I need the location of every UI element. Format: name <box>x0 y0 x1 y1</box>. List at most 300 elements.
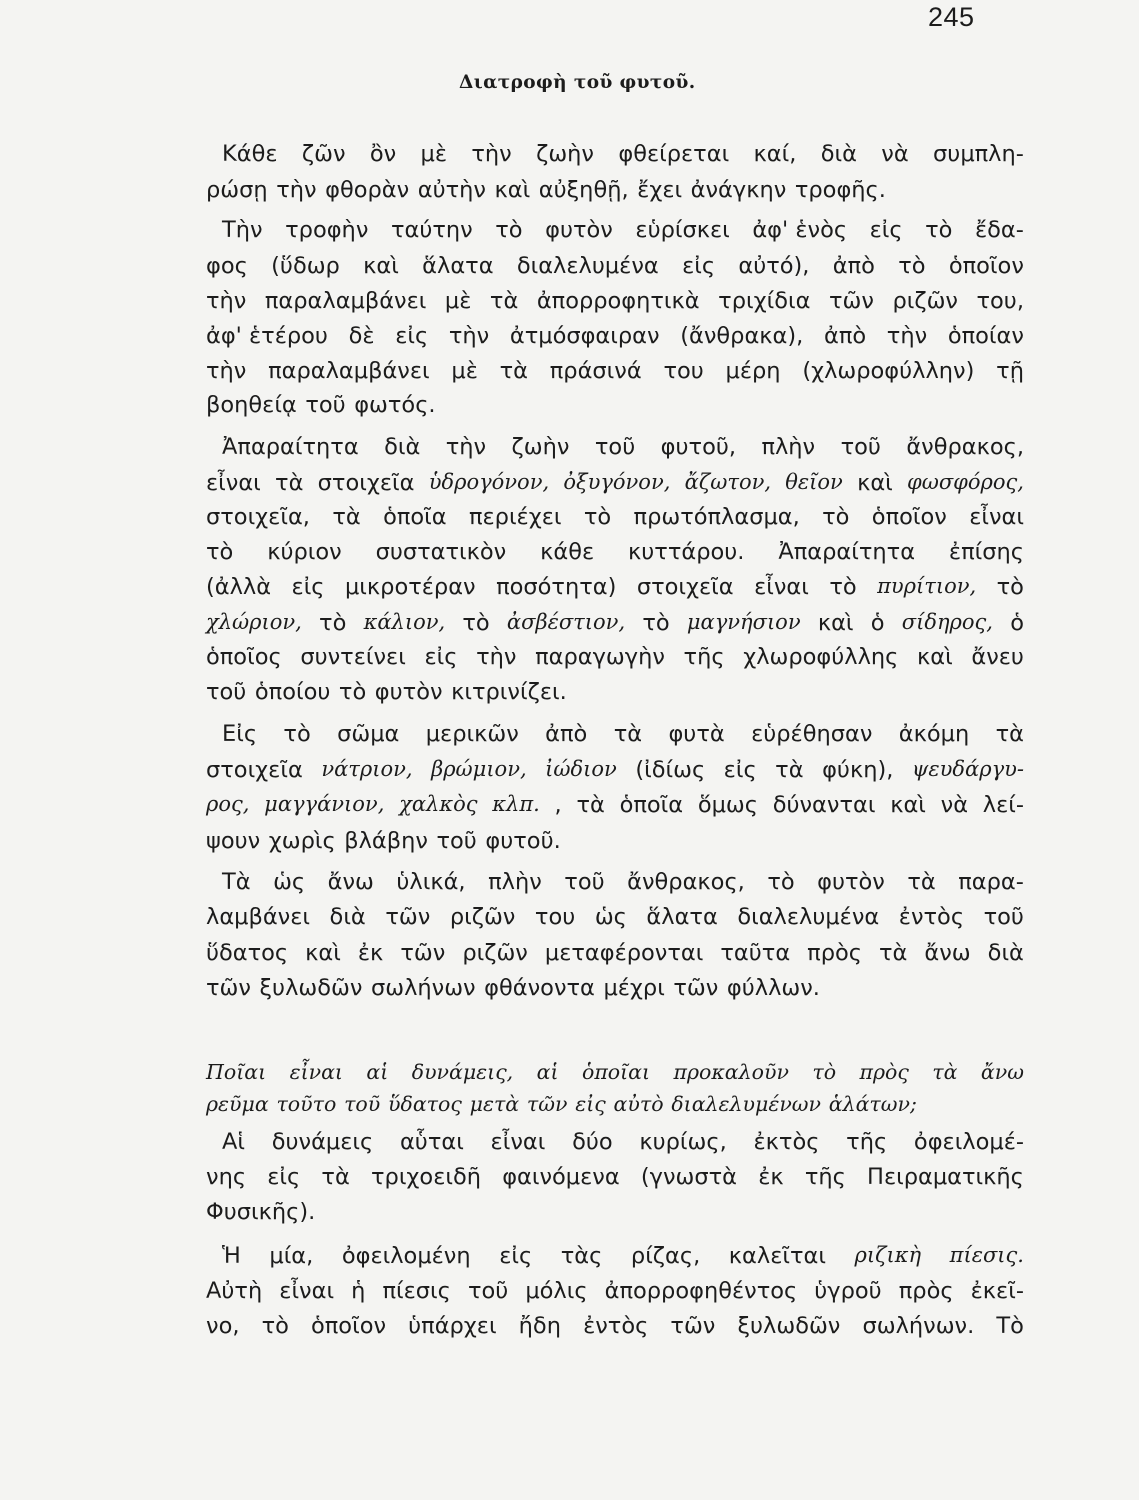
word: τὸ <box>462 610 490 636</box>
word: εἶναι <box>754 574 809 600</box>
word: προκαλοῦν <box>673 1060 789 1084</box>
word: Φυσικῆς). <box>206 1199 316 1225</box>
word: ρεῦμα <box>206 1092 269 1116</box>
word: πλὴν <box>761 434 816 460</box>
text-line <box>206 977 829 1000</box>
word: τῶν <box>673 975 719 1001</box>
italic-term: νάτριον, <box>321 757 413 781</box>
word: (χλωροφύλλην) <box>802 358 975 384</box>
word: πρὸς <box>859 1060 909 1084</box>
text-line <box>222 1245 1024 1268</box>
word: ὕδατος <box>388 1092 462 1116</box>
word: ἄνθρακος, <box>906 434 1024 460</box>
word: τὸ <box>283 721 311 747</box>
word: ζωὴν <box>536 141 595 167</box>
word: ποσότητα) <box>496 574 617 600</box>
word: ὑλικά, <box>396 869 466 895</box>
word: ἀπὸ <box>545 721 588 747</box>
word: σωλήνων <box>370 975 476 1001</box>
word: φθείρεται <box>618 141 730 167</box>
text-line <box>206 759 1024 782</box>
word: διὰ <box>384 434 421 460</box>
italic-term: πίεσις. <box>949 1243 1024 1267</box>
word: ξυλωδῶν <box>737 1313 841 1339</box>
word: ἄνω <box>327 869 374 895</box>
word: τὰ <box>489 288 519 314</box>
word: ὁποῖον <box>948 253 1024 279</box>
word: Τὴν <box>222 217 263 243</box>
word: ἐκεῖ- <box>970 1278 1024 1304</box>
word: ὁποῖον <box>871 504 947 530</box>
word: ὡς <box>594 904 627 930</box>
word: Κάθε <box>222 141 278 167</box>
word: τὸ <box>898 253 926 279</box>
word: Ἡ <box>222 1243 241 1269</box>
word: τῆς <box>683 644 725 670</box>
word: φος <box>206 253 248 279</box>
word: ἄνω <box>980 1060 1024 1084</box>
word: τοῦ <box>840 434 881 460</box>
text-line <box>206 646 1024 669</box>
word: τὰ <box>932 1060 958 1084</box>
word: τριχοειδῆ <box>370 1164 481 1190</box>
word: του, <box>976 288 1024 314</box>
word: λαμβάνει <box>206 904 310 930</box>
word: αἱ <box>366 1060 389 1084</box>
word: ταύτην <box>390 217 473 243</box>
word: ἅλατα <box>646 904 718 930</box>
word: τοῦ <box>467 1278 509 1304</box>
word: χλωροφύλλης <box>743 644 899 670</box>
word: καὶ <box>817 610 854 636</box>
word: μία, <box>269 1243 314 1269</box>
text-line <box>206 1280 1024 1303</box>
word: φυτοῦ. <box>485 828 561 854</box>
word: νης <box>206 1164 247 1190</box>
word: παραλαμβάνει <box>264 288 427 314</box>
word: λεί- <box>982 792 1024 818</box>
word: τοῦτο <box>276 1092 337 1116</box>
word: πρὸς <box>898 1278 954 1304</box>
word: τὸ <box>996 574 1024 600</box>
word: δυνάμεις, <box>411 1060 514 1084</box>
word: ἀφ' ἑνὸς <box>752 217 848 243</box>
word: μόλις <box>525 1278 588 1304</box>
text-line <box>222 1131 1024 1154</box>
word: Αἱ <box>222 1129 246 1155</box>
word: στοιχεῖα, <box>206 504 310 530</box>
word: μεταφέρονται <box>544 940 704 966</box>
word: τὸ <box>812 1060 837 1084</box>
italic-term: φωσφόρος, <box>907 470 1024 494</box>
word: ἁλάτων; <box>828 1092 917 1116</box>
word: σῶμα <box>337 721 400 747</box>
word: Τὸ <box>996 1313 1024 1339</box>
word: εἰς <box>267 1164 301 1190</box>
text-line <box>222 723 1024 746</box>
word: Ἀπαραίτητα <box>222 434 359 460</box>
text-line <box>222 436 1024 459</box>
word: παραλαμβάνει <box>268 358 430 384</box>
word: στοιχεῖα <box>636 574 734 600</box>
word: τὸ <box>319 610 347 636</box>
word: νὰ <box>881 141 909 167</box>
word: δυνάμεις <box>271 1129 374 1155</box>
word: του <box>534 904 576 930</box>
word: (γνωστὰ <box>640 1164 738 1190</box>
word: φθορὰν <box>325 177 410 203</box>
italic-term: ἰώδιον <box>545 757 617 781</box>
text-line <box>206 1094 925 1115</box>
word: πρωτόπλασμα, <box>633 504 800 530</box>
word: φυτὸν <box>545 217 613 243</box>
text-line <box>206 906 1024 929</box>
word: τοῦ <box>594 434 636 460</box>
word: φωτός. <box>354 392 436 418</box>
italic-term: κάλιον, <box>363 610 446 634</box>
word: καὶ <box>857 470 893 496</box>
word: τὰ <box>879 940 908 966</box>
word: εἶναι <box>969 504 1024 530</box>
italic-term: σίδηρος, <box>901 610 993 634</box>
word: στοιχεῖα <box>206 757 303 783</box>
italic-term: χλώριον, <box>206 610 302 634</box>
word: τὰ <box>576 792 605 818</box>
word: τὸ <box>925 217 953 243</box>
word: ὁ <box>1010 610 1024 636</box>
text-line <box>206 541 1024 564</box>
italic-term: βρώμιον, <box>431 757 527 781</box>
word: ἐντὸς <box>898 904 965 930</box>
word: τοῦ <box>564 869 605 895</box>
text-line <box>206 472 1024 495</box>
word: φύλλων. <box>726 975 820 1001</box>
word: Ποῖαι <box>206 1060 267 1084</box>
word: ὁποῖον <box>311 1313 387 1339</box>
word: ὁποῖα <box>383 504 447 530</box>
text-line <box>206 1201 324 1224</box>
word: φυτὸν <box>374 679 443 705</box>
word: ἡ <box>351 1278 366 1304</box>
word: ἄνευ <box>971 644 1024 670</box>
word: πλὴν <box>488 869 542 895</box>
word: εὑρέθησαν <box>751 721 873 747</box>
word: ἐπίσης <box>948 539 1024 565</box>
word: ἀφ' ἑτέρου <box>206 323 328 349</box>
word: πίεσις <box>382 1278 451 1304</box>
word: ἅλατα <box>422 253 494 279</box>
italic-term: ὀξυγόνον, <box>563 470 671 494</box>
word: καλεῖται <box>728 1243 826 1269</box>
word: ἐκ <box>357 940 384 966</box>
text-line <box>206 360 1024 383</box>
word: ξυλωδῶν <box>259 975 363 1001</box>
word: καὶ <box>305 940 341 966</box>
word: εἰς <box>869 217 903 243</box>
word: (ἰδίως <box>635 757 706 783</box>
word: ὁ <box>870 610 885 636</box>
word: τοῦ <box>436 828 477 854</box>
word: καὶ <box>363 253 399 279</box>
word: τὰ <box>907 869 936 895</box>
word: τῶν <box>828 288 874 314</box>
word: τῶν <box>206 975 251 1001</box>
word: ριζῶν <box>892 288 958 314</box>
word: εὑρίσκει <box>635 217 730 243</box>
word: τὸ <box>338 679 367 705</box>
word: τὸ <box>206 539 234 565</box>
word: ὕδατος <box>206 940 289 966</box>
word: τὰ <box>499 358 528 384</box>
word: (ἄνθρακα), <box>680 323 804 349</box>
word: τροφῆς. <box>794 177 886 203</box>
word: (ὕδωρ <box>271 253 340 279</box>
text-line <box>206 290 1024 313</box>
word: ἔχει <box>637 177 683 203</box>
word: ἀτμόσφαιραν <box>509 323 660 349</box>
word: μερικῶν <box>425 721 519 747</box>
italic-term: ὑδρογόνον, <box>428 470 550 494</box>
section-title: Διατροφὴ τοῦ φυτοῦ. <box>459 72 696 93</box>
word: ἄνω <box>924 940 971 966</box>
italic-term: ψευδάργυ- <box>911 757 1024 781</box>
word: ὂν <box>369 141 397 167</box>
word: ἐντὸς <box>583 1313 649 1339</box>
text-line <box>206 794 1024 817</box>
text-line <box>206 681 575 704</box>
word: ζῶν <box>301 141 346 167</box>
word: Τὰ <box>222 869 251 895</box>
word: ριζῶν <box>449 904 516 930</box>
word: φθάνοντα <box>484 975 595 1001</box>
word: τοῦ <box>983 904 1024 930</box>
word: του <box>663 358 704 384</box>
word: τὴν <box>886 323 928 349</box>
word: εἶναι <box>289 1060 343 1084</box>
word: τῶν <box>400 940 446 966</box>
word: καὶ <box>917 644 953 670</box>
italic-term: πυρίτιον, <box>877 574 977 598</box>
word: τοῦ <box>344 1092 381 1116</box>
italic-term: ρος, <box>206 792 250 816</box>
word: τὸ <box>583 504 612 530</box>
word: φαινόμενα <box>502 1164 620 1190</box>
word: , <box>554 792 562 818</box>
text-line <box>206 576 1024 599</box>
word: εἰς <box>424 644 458 670</box>
text-line <box>222 871 1024 894</box>
word: εἶναι <box>206 470 261 496</box>
word: ριζῶν <box>462 940 528 966</box>
text-line <box>222 143 1024 166</box>
word: ἀπορροφητικὰ <box>536 288 700 314</box>
word: πράσινά <box>549 358 642 384</box>
word: διαλελυμένα <box>737 904 880 930</box>
word: εἰς <box>575 1092 606 1116</box>
word: ὁποίαν <box>947 323 1024 349</box>
word: φυτὰ <box>668 721 725 747</box>
word: τὸ <box>829 574 857 600</box>
word: τὰ <box>775 757 804 783</box>
word: δύο <box>572 1129 613 1155</box>
word: ἀπὸ <box>832 253 875 279</box>
word: μέρη <box>725 358 781 384</box>
text-line <box>206 179 894 202</box>
word: ὁποῖα <box>619 792 684 818</box>
word: τῶν <box>526 1092 568 1116</box>
word: ἀπὸ <box>823 323 867 349</box>
word: μὲ <box>420 141 448 167</box>
word: μικροτέραν <box>344 574 476 600</box>
word: τὰ <box>995 721 1024 747</box>
word: τὴν <box>476 644 517 670</box>
word: τῆς <box>846 1129 888 1155</box>
page-number: 245 <box>928 2 975 32</box>
word: διαλελυμένα <box>516 253 659 279</box>
word: ἤδη <box>518 1313 561 1339</box>
text-line <box>206 942 1024 965</box>
word: χωρὶς <box>268 828 336 854</box>
word: τῶν <box>385 904 431 930</box>
word: μὲ <box>444 288 472 314</box>
word: αὐτὸ <box>613 1092 664 1116</box>
italic-term: κλπ. <box>492 792 540 816</box>
word: αὐτό), <box>738 253 810 279</box>
word: ἀνάγκην <box>690 177 787 203</box>
word: εἰς <box>499 1243 533 1269</box>
word: νὰ <box>940 792 969 818</box>
word: σωλήνων. <box>862 1313 975 1339</box>
word: εἰς <box>291 574 325 600</box>
word: μέχρι <box>603 975 665 1001</box>
word: τὰς <box>560 1243 603 1269</box>
word: ἀκόμη <box>898 721 970 747</box>
word: τὸ <box>261 1313 289 1339</box>
word: αὗται <box>399 1129 464 1155</box>
word: ρίζας, <box>630 1243 701 1269</box>
word: νο, <box>206 1313 240 1339</box>
word: διαλελυμένων <box>671 1092 821 1116</box>
word: ὑπάρχει <box>408 1313 497 1339</box>
word: διὰ <box>820 141 857 167</box>
word: φυτὸν <box>817 869 885 895</box>
text-line <box>206 1166 1024 1189</box>
word: τῆς <box>804 1164 846 1190</box>
word: καὶ <box>890 792 926 818</box>
word: ἐκ <box>758 1164 784 1190</box>
word: ταῦτα <box>720 940 791 966</box>
text-line <box>206 255 1024 278</box>
text-line <box>206 506 1024 529</box>
text-line <box>206 1062 1024 1083</box>
word: συστατικὸν <box>375 539 507 565</box>
word: κάθε <box>540 539 595 565</box>
word: εἶναι <box>279 1278 335 1304</box>
word: διὰ <box>329 904 366 930</box>
word: ὅμως <box>697 792 758 818</box>
word: εἰς <box>723 757 757 783</box>
text-line <box>206 394 444 417</box>
word: τὰ <box>321 1164 350 1190</box>
word: τὸ <box>767 869 795 895</box>
word: ψουν <box>206 828 261 854</box>
word: τὴν <box>206 288 247 314</box>
word: καί, <box>753 141 797 167</box>
word: τὸ <box>642 610 670 636</box>
word: τὰ <box>275 470 304 496</box>
text-line <box>222 219 1024 242</box>
word: πρὸς <box>807 940 862 966</box>
word: Ἀπαραίτητα <box>778 539 916 565</box>
word: φύκη), <box>822 757 894 783</box>
word: τοῦ <box>305 392 346 418</box>
italic-term: ἀσβέστιον, <box>506 610 626 634</box>
word: Πειραματικῆς <box>867 1164 1024 1190</box>
word: στοιχεῖα <box>317 470 415 496</box>
word: ὁποίου <box>254 679 331 705</box>
word: ὑγροῦ <box>814 1278 882 1304</box>
word: τοῦ <box>206 679 247 705</box>
word: ὁποῖος <box>206 644 282 670</box>
italic-term: θεῖον <box>785 470 843 494</box>
italic-term: χαλκὸς <box>399 792 478 816</box>
italic-term: ριζικὴ <box>854 1243 922 1267</box>
word: φυτοῦ, <box>660 434 737 460</box>
word: εἶναι <box>490 1129 546 1155</box>
word: βοηθείᾳ <box>206 392 297 418</box>
word: ζωὴν <box>511 434 570 460</box>
word: δὲ <box>348 323 375 349</box>
italic-term: μαγγάνιον, <box>264 792 385 816</box>
text-line <box>206 1315 1024 1338</box>
word: τὰ <box>332 504 361 530</box>
italic-term: ἄζωτον, <box>684 470 772 494</box>
word: κυττάρου. <box>628 539 745 565</box>
word: αὐξηθῇ, <box>538 177 629 203</box>
word: κύριον <box>267 539 342 565</box>
word: μετὰ <box>469 1092 520 1116</box>
word: μὲ <box>451 358 478 384</box>
word: αὐτὴν <box>417 177 486 203</box>
word: ἔδα- <box>975 217 1024 243</box>
word: (ἀλλὰ <box>206 574 272 600</box>
word: περιέχει <box>468 504 562 530</box>
word: τὴν <box>445 434 487 460</box>
word: κυρίως, <box>639 1129 727 1155</box>
word: ρώσῃ <box>206 177 268 203</box>
word: διὰ <box>987 940 1024 966</box>
word: παρα- <box>958 869 1024 895</box>
word: ὁποῖαι <box>581 1060 651 1084</box>
word: τριχίδια <box>718 288 811 314</box>
word: δύνανται <box>772 792 876 818</box>
word: ἐκτὸς <box>753 1129 820 1155</box>
word: ἀπορροφηθέντος <box>604 1278 798 1304</box>
word: βλάβην <box>344 828 428 854</box>
word: εἰς <box>682 253 716 279</box>
word: Αὐτὴ <box>206 1278 263 1304</box>
word: τὴν <box>448 323 490 349</box>
word: ἄνθρακος, <box>627 869 745 895</box>
word: ὀφειλομένη <box>341 1243 471 1269</box>
word: Εἰς <box>222 721 258 747</box>
word: παραγωγὴν <box>535 644 665 670</box>
word: ὀφειλομέ- <box>913 1129 1024 1155</box>
word: τὴν <box>276 177 317 203</box>
word: εἰς <box>395 323 429 349</box>
word: τὸ <box>495 217 523 243</box>
word: καὶ <box>494 177 531 203</box>
